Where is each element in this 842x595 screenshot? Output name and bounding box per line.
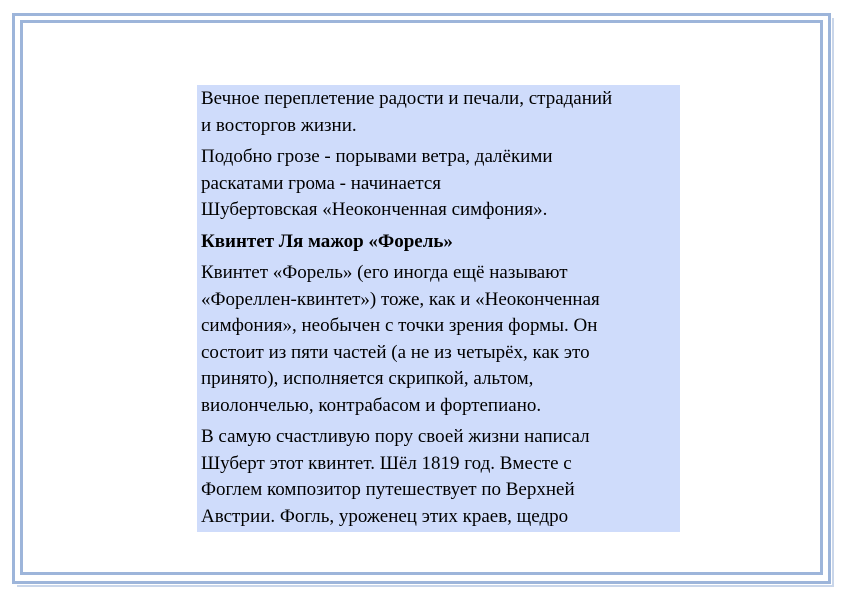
paragraph-line: Квинтет «Форель» (его иногда ещё называют xyxy=(201,262,568,283)
paragraph-line: Подобно грозе - порывами ветра, далёкими xyxy=(201,146,553,167)
paragraph-line: «Фореллен-квинтет») тоже, как и «Неоконченная xyxy=(201,288,600,310)
paragraph-symphony xyxy=(201,144,674,224)
paragraph-line: В самую счастливую пору своей жизни написал xyxy=(201,426,590,447)
paragraph-line: виолончелью, контрабасом и фортепиано. xyxy=(201,394,542,416)
paragraph-line: Шубертовская «Неоконченная симфония». xyxy=(201,199,548,220)
paragraph-line: Австрии. Фогль, уроженец этих краев, щедро xyxy=(201,505,569,527)
paragraph-intro xyxy=(201,86,674,139)
paragraph-line: принято), исполняется скрипкой, альтом, xyxy=(201,368,534,389)
paragraph-line: Шуберт этот квинтет. Шёл 1819 год. Вместе с xyxy=(201,452,572,474)
paragraph-line: и восторгов жизни. xyxy=(201,114,357,136)
paragraph-line: раскатами грома - начинается xyxy=(201,172,442,194)
heading-text: Квинтет Ля мажор «Форель» xyxy=(201,230,453,252)
paragraph-line: симфония», необычен с точки зрения формы. Он xyxy=(201,315,598,336)
paragraph-line: Фоглем композитор путешествует по Верхней xyxy=(201,479,575,500)
paragraph-story xyxy=(201,424,674,530)
paragraph-quintet xyxy=(201,260,674,419)
section-heading xyxy=(201,229,674,256)
paragraph-line: Вечное переплетение радости и печали, страданий xyxy=(201,88,613,109)
text-box xyxy=(197,85,680,532)
paragraph-line: состоит из пяти частей (а не из четырёх, как это xyxy=(201,341,590,363)
